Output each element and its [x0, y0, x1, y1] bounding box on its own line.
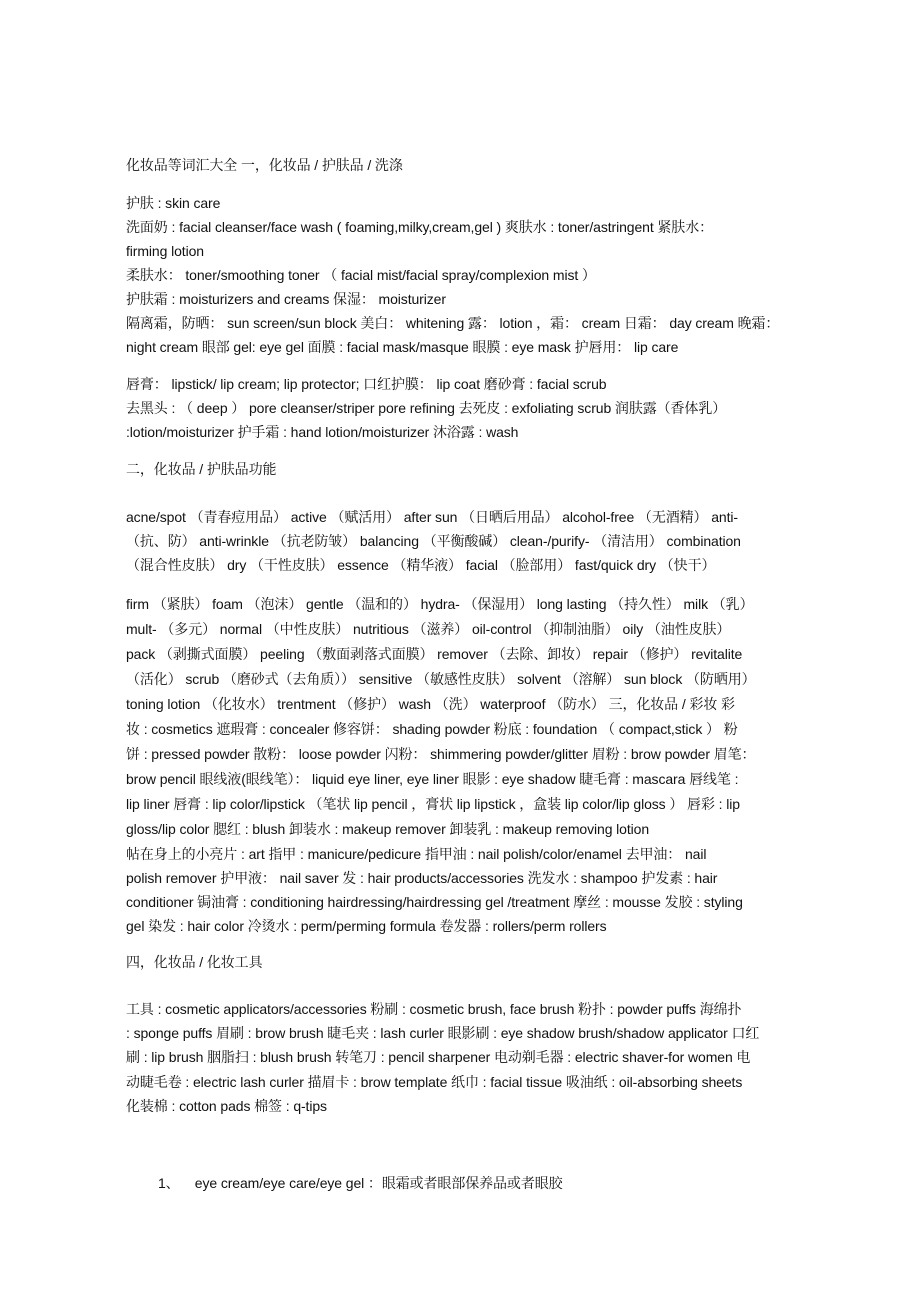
text-line: polish remover 护甲液： nail saver 发 : hair products/accessories 洗发水 : shampoo 护发素 : hair [126, 870, 718, 886]
text-line: 刷 : lip brush 胭脂扫 : blush brush 转笔刀 : pencil sharpener 电动剃毛器 : electric shaver-for women 电 [126, 1049, 751, 1065]
list-item-1 [158, 1174, 563, 1192]
text-line: gloss/lip color 腮红 : blush 卸装水 : makeup remover 卸装乳 : makeup removing lotion [126, 821, 650, 837]
text-line: firming lotion [126, 243, 204, 259]
text-line: 洗面奶 : facial cleanser/face wash ( foaming,milky,cream,gel ) 爽肤水 : toner/astringent 紧肤水： [126, 219, 714, 235]
text-line: gel 染发 : hair color 冷烫水 : perm/perming formula 卷发器 : rollers/perm rollers [126, 918, 607, 934]
text-line: 去黑头 : （ deep ） pore cleanser/striper pore refining 去死皮 : exfoliating scrub 润肤露（香体乳） [126, 400, 727, 416]
text-line: lip liner 唇膏 : lip color/lipstick （笔状 lip pencil ，膏状 lip lipstick ，盒装 lip color/lip gloss ） 唇彩 : lip [126, 796, 740, 812]
text-line: pack （剥撕式面膜） peeling （敷面剥落式面膜） remover （去除、卸妆） repair （修护） revitalite [126, 646, 743, 662]
text-line: : sponge puffs 眉刷 : brow brush 睫毛夹 : lash curler 眼影刷 : eye shadow brush/shadow applicator 口红 [126, 1025, 760, 1041]
text-line: night cream 眼部 gel: eye gel 面膜 : facial mask/masque 眼膜 : eye mask 护唇用： lip care [126, 339, 679, 355]
text-line: 化装棉 : cotton pads 棉签 : q-tips [126, 1098, 327, 1114]
text-line: toning lotion （化妆水） trentment （修护） wash （洗） waterproof （防水） 三，化妆品 / 彩妆 彩 [126, 696, 735, 712]
text-line: :lotion/moisturizer 护手霜 : hand lotion/moisturizer 沐浴露 : wash [126, 424, 519, 440]
text-line: conditioner 锔油膏 : conditioning hairdressing/hairdressing gel /treatment 摩丝 : mousse 发胶 : styling [126, 894, 743, 910]
text-line: 饼 : pressed powder 散粉： loose powder 闪粉： shimmering powder/glitter 眉粉 : brow powder 眉笔： [126, 746, 756, 762]
list-text: eye cream/eye care/eye gel ：眼霜或者眼部保养品或者眼胶 [194, 1175, 563, 1191]
text-line: 柔肤水： toner/smoothing toner （ facial mist/facial spray/complexion mist ） [126, 267, 596, 283]
section-heading: 四，化妆品 / 化妆工具 [126, 954, 263, 970]
list-number: 1、 [158, 1175, 180, 1191]
section-heading: 化妆品等词汇大全 一，化妆品 / 护肤品 / 洗涤 [126, 157, 403, 173]
text-line: 帖在身上的小亮片 : art 指甲 : manicure/pedicure 指甲油 : nail polish/color/enamel 去甲油： nail [126, 846, 707, 862]
text-line: 护肤霜 : moisturizers and creams 保湿： moisturizer [126, 291, 446, 307]
text-line: 妆 : cosmetics 遮瑕膏 : concealer 修容饼： shading powder 粉底 : foundation （ compact,stick ） 粉 [126, 721, 738, 737]
text-line: 工具 : cosmetic applicators/accessories 粉刷 : cosmetic brush, face brush 粉扑 : powder puffs 海绵扑 [126, 1001, 742, 1017]
text-line: 护肤 : skin care [126, 195, 221, 211]
text-line: 动睫毛卷 : electric lash curler 描眉卡 : brow template 纸巾 : facial tissue 吸油纸 : oil-absorbing sheets [126, 1074, 743, 1090]
text-line: 隔离霜，防晒： sun screen/sun block 美白： whitening 露： lotion ，霜： cream 日霜： day cream 晚霜： [126, 315, 780, 331]
text-line: firm （紧肤） foam （泡沫） gentle （温和的） hydra- （保湿用） long lasting （持久性） milk （乳） [126, 596, 754, 612]
text-line: mult- （多元） normal （中性皮肤） nutritious （滋养） oil-control （抑制油脂） oily （油性皮肤） [126, 621, 731, 637]
text-line: 唇膏： lipstick/ lip cream; lip protector; 口红护膜： lip coat 磨砂膏 : facial scrub [126, 376, 607, 392]
section-heading: 二，化妆品 / 护肤品功能 [126, 461, 277, 477]
text-line: acne/spot （青春痘用品） active （赋活用） after sun （日晒后用品） alcohol-free （无酒精） anti- [126, 509, 738, 525]
text-line: （抗、防） anti-wrinkle （抗老防皱） balancing （平衡酸碱） clean-/purify- （清洁用） combination [126, 533, 741, 549]
text-line: （混合性皮肤） dry （干性皮肤） essence （精华液） facial （脸部用） fast/quick dry （快干） [126, 557, 716, 573]
text-line: （活化） scrub （磨砂式（去角质）） sensitive （敏感性皮肤） solvent （溶解） sun block （防晒用） [126, 671, 756, 687]
text-line: brow pencil 眼线液(眼线笔）： liquid eye liner, eye liner 眼影 : eye shadow 睫毛膏 : mascara 唇线笔 : [126, 771, 739, 787]
